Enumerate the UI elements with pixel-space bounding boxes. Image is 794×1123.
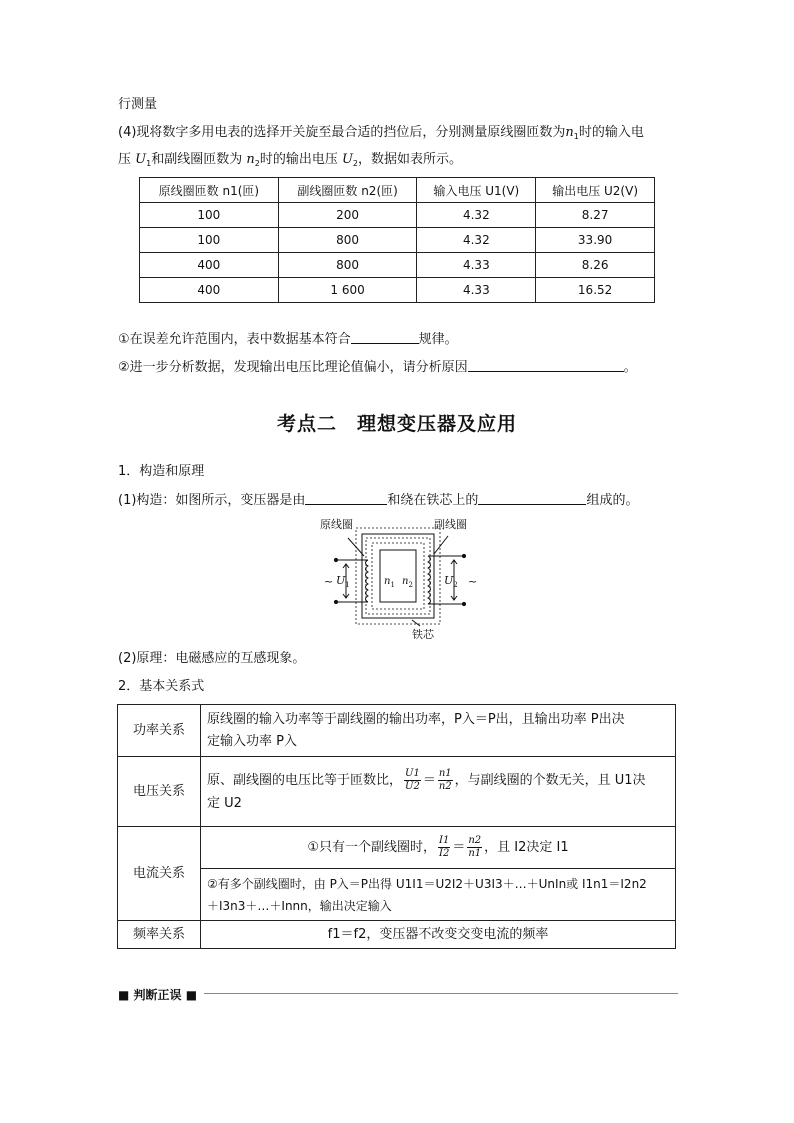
- n2-sub: 2: [408, 581, 413, 589]
- relations-table: [117, 704, 676, 949]
- var-sub: 1: [573, 132, 579, 141]
- principle-line: (2)原理：电磁感应的互感现象。: [118, 651, 306, 666]
- text-seg: 和绕在铁芯上的: [387, 493, 479, 508]
- secondary-coil-label: 副线圈: [434, 518, 467, 531]
- core-label: 铁芯: [412, 628, 434, 641]
- table-row: [118, 827, 676, 869]
- var-n2: n: [246, 152, 255, 167]
- measurement-table: [139, 177, 655, 303]
- relation-text: [201, 757, 676, 827]
- var-u1: U: [135, 152, 147, 167]
- current-fraction: [438, 835, 450, 860]
- table-cell: 800: [278, 253, 417, 278]
- text-seg: 组成的。: [586, 493, 639, 508]
- var-sub: 2: [254, 159, 260, 168]
- u1-label: [336, 574, 350, 589]
- construct-line: [118, 491, 638, 510]
- text-seg: 定 U2: [207, 796, 242, 811]
- section-title: 考点二 理想变压器及应用: [276, 413, 517, 435]
- text-line-step4: [118, 124, 644, 142]
- question-1: [118, 330, 458, 349]
- var-sub: 2: [352, 159, 359, 168]
- header-cell: 输入电压 U1(V): [417, 178, 536, 203]
- text-seg: 和副线圈匝数为: [151, 152, 247, 167]
- turns-fraction: [467, 835, 482, 860]
- text-seg: ②有多个副线圈时，由 P入＝P出得 U1I1＝U2I2＋U3I3＋…＋UnIn或 I1n1＝I2n2: [207, 876, 647, 891]
- divider-rule: [204, 993, 678, 994]
- answer-blank[interactable]: [305, 491, 387, 505]
- magnetic-flux-lines: [356, 528, 440, 624]
- turns-fraction: [438, 768, 453, 793]
- frac-num: n2: [468, 835, 482, 846]
- var-n: n: [565, 125, 574, 140]
- table-cell: 100: [140, 203, 279, 228]
- table-cell: 33.90: [536, 228, 655, 253]
- part1-heading: 1．构造和原理: [118, 464, 205, 479]
- text-seg: 时的输出电压: [259, 152, 342, 167]
- text-seg: ，与副线圈的个数无关，且 U1决: [454, 773, 646, 788]
- frac-den: n1: [468, 848, 482, 859]
- answer-blank[interactable]: [468, 358, 624, 372]
- table-cell: 1 600: [278, 278, 417, 303]
- frac-den: I2: [439, 848, 450, 859]
- header-cell: 副线圈匝数 n2(匝): [278, 178, 417, 203]
- table-cell: 4.32: [417, 203, 536, 228]
- table-cell: 4.33: [417, 253, 536, 278]
- table-row: [118, 921, 676, 949]
- primary-coil-label: 原线圈: [320, 518, 353, 531]
- relation-text: f1＝f2，变压器不改变交变电流的频率: [201, 921, 676, 949]
- table-cell: 400: [140, 278, 279, 303]
- frac-num: I1: [439, 835, 450, 846]
- relation-text: [201, 869, 676, 921]
- frac-num: n1: [438, 768, 452, 779]
- step4-text: (4)现将数字多用电表的选择开关旋至最合适的挡位后，分别测量原线圈匝数为: [118, 125, 566, 140]
- n2-label: [402, 576, 413, 589]
- ac-output-tilde: ~: [468, 575, 478, 588]
- text-seg: 压: [118, 152, 136, 167]
- voltage-line-1: [207, 768, 669, 793]
- table-cell: 8.27: [536, 203, 655, 228]
- n1-label: [384, 576, 395, 589]
- judge-label: ■ 判断正误 ■: [118, 988, 198, 1002]
- table-cell: 4.33: [417, 278, 536, 303]
- relation-label: 频率关系: [118, 921, 201, 949]
- step4-text-end: 时的输入电: [578, 125, 644, 140]
- n1-letter: n: [384, 576, 391, 587]
- text-seg: 原线圈的输入功率等于副线圈的输出功率，P入＝P出，且输出功率 P出决: [207, 711, 625, 727]
- text-seg: ＋I3n3＋…＋Innn，输出决定输入: [207, 898, 392, 913]
- u2-label: [444, 574, 458, 589]
- u1-letter: U: [336, 574, 346, 587]
- frac-den: n2: [438, 781, 452, 792]
- table-row: [140, 203, 655, 228]
- question-text: 。: [623, 360, 637, 375]
- table-cell: 100: [140, 228, 279, 253]
- text-seg: ＝: [452, 840, 466, 855]
- u2-sub: 2: [453, 581, 458, 589]
- relation-text: [201, 827, 676, 869]
- text-line-step4-cont: [118, 151, 462, 169]
- text-seg: ①只有一个副线圈时，: [307, 840, 437, 855]
- table-row: [118, 757, 676, 827]
- text-seg: (1)构造：如图所示，变压器是由: [118, 493, 306, 508]
- header-cell: 原线圈匝数 n1(匝): [140, 178, 279, 203]
- text-seg: 原、副线圈的电压比等于匝数比，: [207, 773, 403, 788]
- text-seg: 定输入功率 P入: [207, 733, 297, 749]
- text-line-measure: 行测量: [118, 97, 158, 112]
- question-text: ①在误差允许范围内，表中数据基本符合: [118, 332, 351, 347]
- table-cell: 4.32: [417, 228, 536, 253]
- iron-core: [362, 534, 434, 618]
- text-seg: ＝: [422, 773, 436, 788]
- n1-sub: 1: [390, 581, 395, 589]
- u1-sub: 1: [345, 581, 350, 589]
- table-row: [140, 253, 655, 278]
- table-cell: 8.26: [536, 253, 655, 278]
- header-cell: 输出电压 U2(V): [536, 178, 655, 203]
- var-sub: 1: [146, 159, 152, 168]
- u2-letter: U: [444, 574, 454, 587]
- table-header-row: [140, 178, 655, 203]
- table-cell: 800: [278, 228, 417, 253]
- text-seg: ，且 I2决定 I1: [484, 840, 569, 855]
- table-row: [140, 278, 655, 303]
- table-row: [140, 228, 655, 253]
- table-cell: 200: [278, 203, 417, 228]
- frac-num: U1: [405, 768, 420, 779]
- answer-blank[interactable]: [351, 330, 419, 344]
- text-seg: ，数据如表所示。: [358, 152, 463, 167]
- table-cell: 16.52: [536, 278, 655, 303]
- table-row: [118, 705, 676, 757]
- relation-label: 电压关系: [118, 757, 201, 827]
- answer-blank[interactable]: [478, 491, 586, 505]
- relation-text: [201, 705, 676, 757]
- frac-den: U2: [405, 781, 420, 792]
- table-row: [118, 869, 676, 921]
- primary-coil: [334, 538, 368, 604]
- question-text: 规律。: [418, 332, 458, 347]
- n2-letter: n: [402, 576, 409, 587]
- var-u2: U: [341, 152, 353, 167]
- relation-label: 电流关系: [118, 827, 201, 921]
- transformer-diagram: [316, 514, 482, 644]
- table-cell: 400: [140, 253, 279, 278]
- question-text: ②进一步分析数据，发现输出电压比理论值偏小，请分析原因: [118, 360, 468, 375]
- question-2: [118, 358, 637, 377]
- part2-heading: 2．基本关系式: [118, 679, 205, 694]
- judge-divider: [118, 986, 678, 1002]
- ac-source-tilde: ~: [324, 575, 334, 588]
- voltage-fraction: [404, 768, 421, 793]
- relation-label: 功率关系: [118, 705, 201, 757]
